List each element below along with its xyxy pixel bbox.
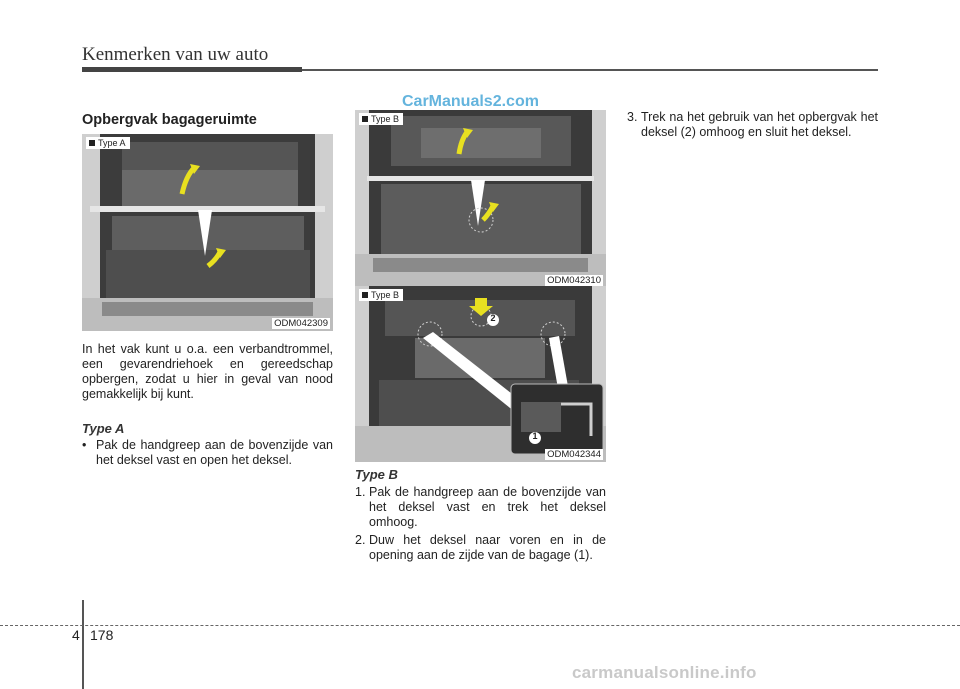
watermark-bottom: carmanualsonline.info [572, 663, 757, 682]
type-a-heading: Type A [82, 421, 125, 436]
figure-code: ODM042309 [274, 318, 328, 329]
figure-code: ODM042344 [547, 449, 601, 460]
figure-type-b-top [355, 110, 606, 288]
figure-type-b-bottom [355, 286, 606, 462]
page-number: 178 [90, 627, 114, 643]
square-icon [362, 292, 368, 298]
cargo-illustration-b2 [355, 286, 606, 462]
footer-divider [82, 600, 84, 689]
square-icon [89, 140, 95, 146]
step-number: 3. [627, 110, 638, 124]
type-b-heading: Type B [355, 467, 398, 482]
footer-rule [0, 625, 960, 626]
watermark-top: CarManuals2.com [402, 93, 539, 110]
square-icon [362, 116, 368, 122]
section-title: Opbergvak bagageruimte [82, 112, 257, 128]
list-item: 2. Duw het deksel naar voren en in de opening aan de zijde van de bagage (1). [355, 533, 606, 562]
figure-code: ODM042310 [547, 275, 601, 286]
figure-tag: Type B [359, 289, 403, 301]
figure-type-a [82, 134, 333, 331]
cargo-illustration-b1 [355, 110, 606, 288]
cargo-illustration-a [82, 134, 333, 331]
figure-tag: Type B [359, 113, 403, 125]
step-number: 1. [355, 485, 366, 499]
list-item: • Pak de handgreep aan de bovenzijde van het deksel vast en open het deksel. [82, 438, 333, 467]
figure-tag: Type A [86, 137, 130, 149]
step-number: 2. [355, 533, 366, 547]
list-item: 3. Trek na het gebruik van het opbergvak het deksel (2) omhoog en sluit het deksel. [627, 110, 878, 139]
intro-paragraph: In het vak kunt u o.a. een verbandtrommel, een gevarendriehoek en gereedschap opbergen, zodat u hier in geval van nood gemakkelijk bij kunt. [82, 342, 333, 401]
callout-1: 1 [532, 431, 538, 441]
bullet: • [82, 438, 87, 452]
header-rule [302, 69, 878, 71]
header-title: Kenmerken van uw auto [82, 44, 269, 65]
callout-2: 2 [490, 313, 496, 323]
chapter-number: 4 [72, 627, 80, 643]
header-bar [82, 67, 302, 72]
list-item: 1. Pak de handgreep aan de bovenzijde van het deksel vast en trek het deksel omhoog. [355, 485, 606, 529]
